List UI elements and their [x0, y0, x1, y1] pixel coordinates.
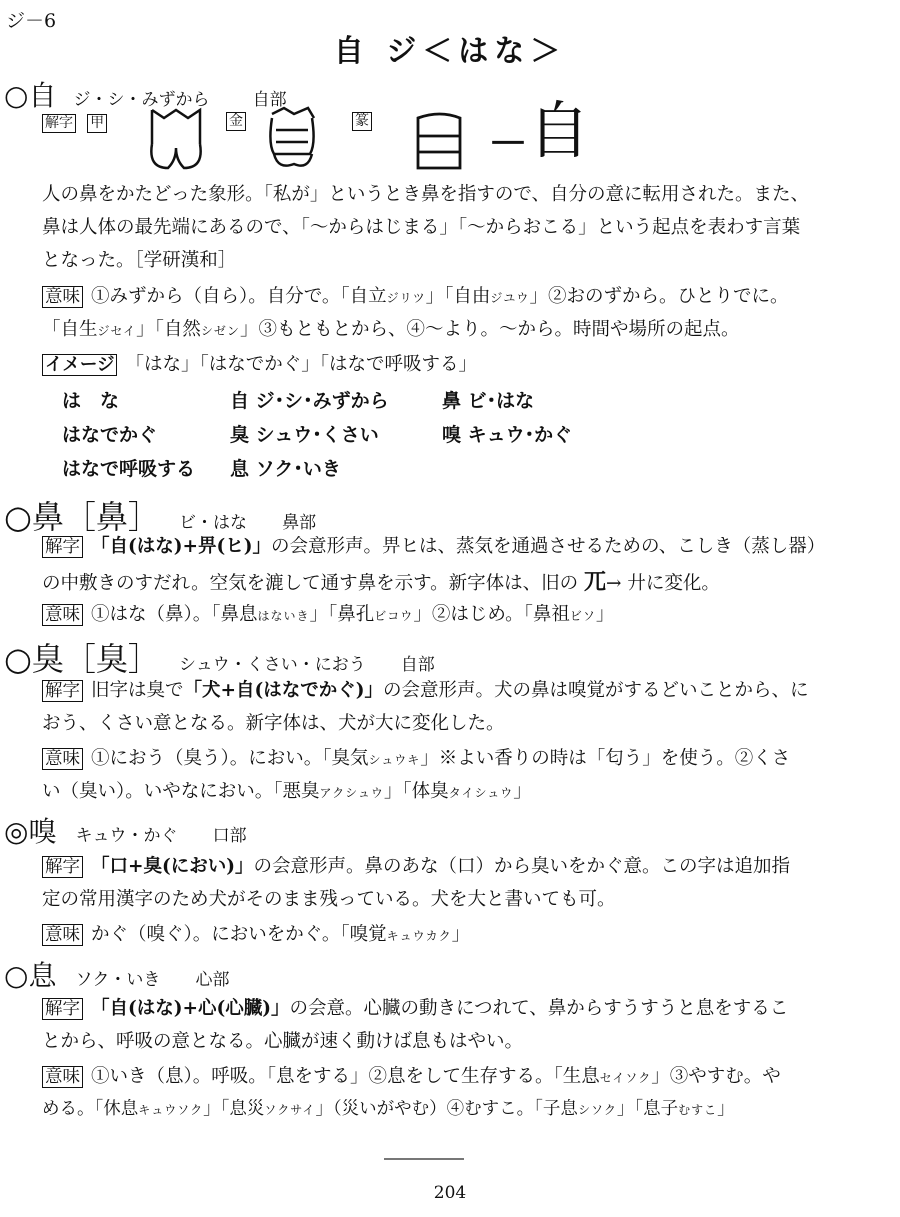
kaiji-formula: 「自(はな)+畀(ヒ)」: [91, 536, 272, 557]
imi-text: ①いき（息）。呼吸。「息をする」②息をして生存する。「生息: [91, 1066, 600, 1087]
kaiji-label: 解字: [42, 998, 83, 1020]
kaiji-line-1: [42, 852, 790, 878]
grid-cell: 臭 シュウ･くさい: [230, 424, 379, 446]
reading: はないき: [257, 609, 310, 623]
reading: ビソ: [569, 609, 596, 623]
entry-radical: 口部: [212, 826, 247, 846]
imi-text: 「自生: [42, 319, 98, 340]
bronze-glyph: [264, 104, 322, 174]
entry-radical: 自部: [252, 90, 287, 110]
imi-text: ①におう（臭う）。におい。「臭気: [91, 748, 369, 769]
kaiji-line-2: おう、くさい意となる。新字体は、犬が大に変化した。: [42, 713, 505, 734]
entry-yomi: キュウ・かぐ: [75, 826, 178, 846]
page-number: 204: [433, 1183, 467, 1203]
kaiji-label: 解字: [42, 856, 83, 878]
kaiji-text: → 廾に変化。: [606, 573, 720, 594]
grid-cell: 鼻 ビ･はな: [442, 390, 535, 412]
entry-kanji: 嗅: [28, 815, 57, 848]
reading: セイソク: [599, 1071, 652, 1085]
kaiji-line-2: [42, 565, 720, 596]
grid-cell: はなで呼吸する: [62, 458, 196, 480]
seal-glyph: [410, 108, 470, 178]
imi-text: 」（災いがやむ）④むすこ。「子息: [315, 1099, 578, 1119]
imi-text: 」「息災: [203, 1099, 265, 1119]
image-line: [42, 350, 477, 376]
reading: シゼン: [200, 324, 240, 338]
entry-header-ji: [4, 74, 287, 114]
imi-line-1: [42, 282, 788, 308]
imi-text: 」: [513, 781, 532, 802]
entry-mark: ◎: [4, 815, 29, 848]
imi-text: 」: [595, 604, 615, 625]
entry-header-kyuu: [4, 810, 247, 850]
kaiji-text: の中敷きのすだれ。空気を漉して通す鼻を示す。新字体は、旧の: [42, 573, 579, 594]
grid-cell: は な: [62, 390, 120, 412]
kaiji-label: 解字: [42, 536, 83, 558]
entry-radical: 自部: [400, 655, 435, 675]
page-code: ジ－6: [6, 10, 57, 32]
imi-text: 」: [451, 924, 471, 945]
kaiji-text: の会意形声。鼻のあな（口）から臭いをかぐ意。この字は追加指: [253, 856, 791, 877]
imi-label: 意味: [42, 748, 83, 770]
kaiji-label: 解字: [42, 680, 83, 702]
imi-text: 」②はじめ。「鼻祖: [413, 604, 570, 625]
imi-line-2: [42, 315, 739, 341]
kaiji-formula: 「口+臭(におい)」: [91, 856, 254, 877]
image-label: イメージ: [42, 354, 117, 376]
imi-label: 意味: [42, 604, 83, 626]
entry-radical: 鼻部: [282, 513, 317, 533]
glyph-arrow: －: [488, 120, 528, 167]
entry-kanji: 臭［臭］: [31, 640, 160, 678]
entry-radical: 心部: [195, 970, 230, 990]
kaiji-line-1: [42, 676, 809, 702]
imi-text: 」「自由: [425, 286, 491, 307]
entry-header-shuu: [4, 634, 435, 680]
entry-mark: ○: [4, 640, 32, 678]
imi-text: 」: [717, 1099, 735, 1119]
imi-line-2: [42, 777, 532, 803]
modern-glyph: 自: [528, 94, 591, 167]
kaiji-text-2: 鼻は人体の最先端にあるので、「～からはじまる」「～からおこる」という起点を表わす言葉: [42, 217, 801, 238]
reading: アクシュウ: [319, 786, 384, 800]
imi-text: ①はな（鼻）。「鼻息: [91, 604, 258, 625]
kaiji-text: の会意。心臓の動きにつれて、鼻からすうすうと息をするこ: [289, 998, 789, 1019]
reading: タイシュウ: [448, 786, 514, 800]
entry-mark: ○: [4, 79, 29, 112]
page-title: 自 ジ＜はな＞: [333, 34, 567, 69]
imi-text: 」「自然: [136, 319, 201, 340]
imi-text: 」「鼻孔: [309, 604, 375, 625]
imi-text: 」③もともとから、④～より。～から。時間や場所の起点。: [239, 319, 740, 340]
image-text: 「はな」「はなでかぐ」「はなで呼吸する」: [125, 354, 477, 375]
footer-divider: [384, 1158, 464, 1164]
grid-cell: 息 ソク･いき: [230, 458, 341, 480]
imi-label: 意味: [42, 1066, 83, 1088]
reading: ジリツ: [386, 291, 426, 305]
imi-text: 」※よい香りの時は「匂う」を使う。②くさ: [420, 748, 791, 769]
glyph-row: [42, 112, 107, 133]
oracle-glyph: [148, 104, 206, 174]
reading: ジセイ: [97, 324, 137, 338]
reading: シソク: [577, 1103, 617, 1117]
entry-yomi: ジ・シ・みずから: [73, 90, 210, 110]
old-form-symbol: ㄫ: [584, 569, 607, 595]
entry-yomi: シュウ・くさい・におう: [179, 655, 366, 675]
reading: シュウキ: [368, 753, 421, 767]
imi-label: 意味: [42, 286, 83, 308]
imi-text: 」③やすむ。や: [651, 1066, 781, 1087]
imi-text: 」「息子: [616, 1099, 679, 1119]
imi-text: ①みずから（自ら）。自分で。「自立: [91, 286, 387, 307]
imi-line-1: [42, 920, 470, 946]
imi-label: 意味: [42, 924, 83, 946]
entry-kanji: 自: [28, 79, 57, 112]
kaiji-formula: 「犬+自(はなでかぐ)」: [183, 680, 384, 701]
entry-mark: ○: [4, 959, 29, 992]
seal-label: 篆: [352, 112, 372, 131]
entry-kanji: 息: [28, 959, 57, 992]
reading: むすこ: [678, 1103, 718, 1117]
reading: キュウソク: [138, 1103, 204, 1117]
entry-yomi: ソク・いき: [75, 970, 161, 990]
grid-cell: 自 ジ･シ･みずから: [230, 390, 389, 412]
imi-text: かぐ（嗅ぐ）。においをかぐ。「嗅覚: [91, 924, 387, 945]
kaiji-text: 旧字は臭で: [91, 680, 184, 701]
kaiji-text: の会意形声。畀ヒは、蒸気を通過させるための、こしき（蒸し器）: [271, 536, 826, 557]
imi-text: 」「体臭: [383, 781, 449, 802]
imi-text: い（臭い）。いやなにおい。「悪臭: [42, 781, 320, 802]
imi-text: 」②おのずから。ひとりでに。: [529, 286, 789, 307]
reading: キュウカク: [386, 929, 452, 943]
kaiji-text-1: 人の鼻をかたどった象形。「私が」というとき鼻を指すので、自分の意に転用された。また、: [42, 184, 810, 205]
kaiji-text: の会意形声。犬の鼻は嗅覚がするどいことから、に: [383, 680, 809, 701]
reading: ジユウ: [490, 291, 530, 305]
entry-yomi: ビ・はな: [179, 513, 248, 533]
kaiji-label: 解字: [42, 114, 76, 133]
reading: ビコウ: [374, 609, 414, 623]
entry-kanji: 鼻［鼻］: [31, 498, 160, 536]
kaiji-line-2: 定の常用漢字のため犬がそのまま残っている。犬を大と書いても可。: [42, 889, 616, 910]
kaiji-line-1: [42, 994, 788, 1020]
reading: ソクサイ: [264, 1103, 316, 1117]
kaiji-text-3: となった。［学研漢和］: [42, 250, 237, 271]
imi-text: める。「休息: [42, 1099, 139, 1119]
grid-cell: はなでかぐ: [62, 424, 158, 446]
imi-line-1: [42, 600, 614, 626]
grid-cell: 嗅 キュウ･かぐ: [442, 424, 573, 446]
entry-header-soku: [4, 954, 229, 994]
bronze-label: 金: [226, 112, 246, 131]
entry-mark: ○: [4, 498, 32, 536]
imi-line-2: [42, 1095, 735, 1120]
kaiji-formula: 「自(はな)+心(心臓)」: [91, 998, 290, 1019]
kaiji-line-2: とから、呼吸の意となる。心臓が速く動けば息もはやい。: [42, 1031, 524, 1052]
imi-line-1: [42, 744, 790, 770]
oracle-label: 甲: [87, 114, 107, 133]
imi-line-1: [42, 1062, 781, 1088]
kaiji-line-1: [42, 532, 825, 558]
